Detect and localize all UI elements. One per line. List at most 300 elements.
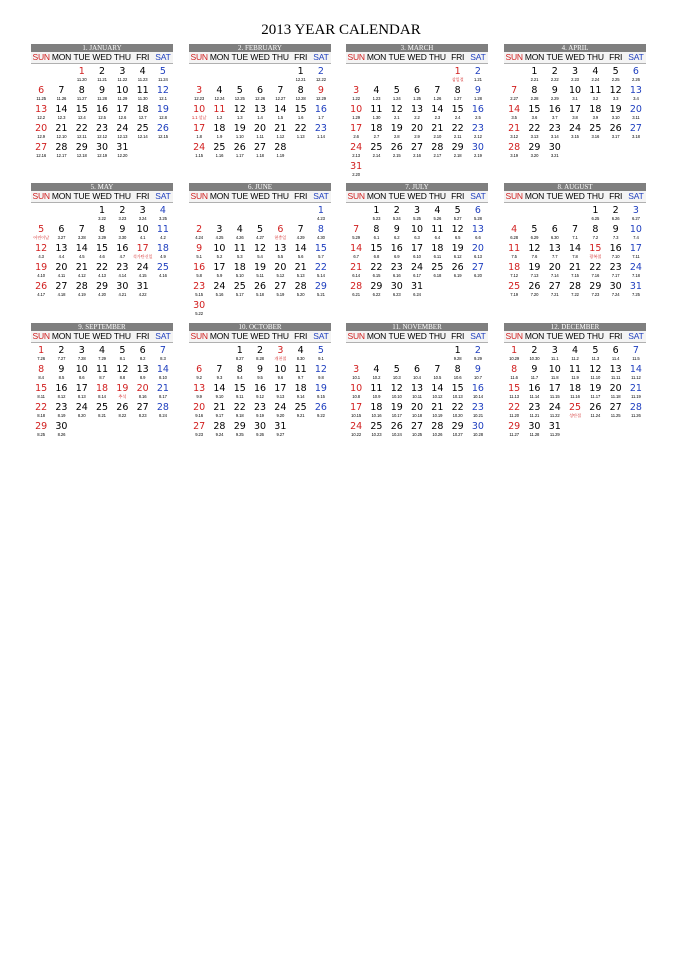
day-cell bbox=[311, 83, 331, 102]
day-number: 4 bbox=[139, 66, 146, 77]
day-number: 11 bbox=[589, 85, 602, 96]
month-block bbox=[189, 44, 331, 159]
day-number: 2 bbox=[58, 345, 65, 356]
day-cell bbox=[132, 400, 152, 419]
day-number: 8 bbox=[78, 85, 85, 96]
weekday-label: SAT bbox=[313, 52, 329, 62]
lunar-date: 2.26 bbox=[632, 77, 640, 82]
lunar-date: 3.22 bbox=[98, 216, 106, 221]
day-cell bbox=[447, 343, 467, 362]
day-number: 26 bbox=[390, 421, 403, 432]
day-cell bbox=[524, 241, 544, 260]
day-cell bbox=[565, 121, 585, 140]
day-number: 31 bbox=[274, 421, 287, 432]
month-block bbox=[504, 183, 646, 298]
lunar-date: 1.11 bbox=[256, 134, 264, 139]
weekday-label: WED bbox=[565, 52, 585, 62]
lunar-date: 8.5 bbox=[58, 375, 65, 380]
day-cell bbox=[270, 343, 290, 362]
day-cell bbox=[447, 419, 467, 438]
day-number: 3 bbox=[632, 205, 639, 216]
lunar-date: 10.12 bbox=[432, 394, 443, 399]
day-cell bbox=[346, 222, 366, 241]
weekday-label: MON bbox=[209, 52, 230, 62]
day-grid bbox=[189, 203, 331, 317]
day-cell bbox=[189, 140, 209, 159]
day-number: 5 bbox=[531, 224, 538, 235]
empty-cell bbox=[504, 64, 524, 83]
lunar-date: 4.18 bbox=[57, 292, 66, 297]
day-number: 4 bbox=[297, 345, 304, 356]
day-number: 13 bbox=[274, 243, 287, 254]
day-cell bbox=[407, 222, 427, 241]
lunar-date: 6.17 bbox=[413, 273, 421, 278]
lunar-date: 10.5 bbox=[433, 375, 442, 380]
day-cell bbox=[468, 83, 488, 102]
day-cell bbox=[407, 241, 427, 260]
day-number: 28 bbox=[294, 281, 307, 292]
day-number: 26 bbox=[451, 262, 464, 273]
day-cell bbox=[504, 102, 524, 121]
day-cell bbox=[51, 241, 71, 260]
day-cell bbox=[346, 241, 366, 260]
day-cell bbox=[92, 362, 112, 381]
day-cell bbox=[427, 102, 447, 121]
day-number: 24 bbox=[136, 262, 149, 273]
day-cell bbox=[51, 279, 71, 298]
lunar-date: 3.15 bbox=[571, 134, 579, 139]
day-cell bbox=[605, 362, 625, 381]
day-number: 14 bbox=[156, 364, 169, 375]
lunar-date: 7.14 bbox=[550, 273, 559, 278]
weekday-label: THU bbox=[113, 191, 131, 201]
day-cell bbox=[447, 381, 467, 400]
weekday-label: THU bbox=[113, 331, 131, 341]
day-cell bbox=[545, 279, 565, 298]
day-cell bbox=[250, 121, 270, 140]
day-cell bbox=[290, 83, 310, 102]
day-cell bbox=[366, 83, 386, 102]
day-number: 15 bbox=[589, 243, 602, 254]
day-cell bbox=[209, 381, 229, 400]
day-number: 4 bbox=[99, 345, 106, 356]
day-number: 20 bbox=[548, 262, 561, 273]
day-number: 8 bbox=[317, 224, 324, 235]
day-cell bbox=[209, 222, 229, 241]
day-cell bbox=[565, 64, 585, 83]
day-number: 16 bbox=[116, 243, 129, 254]
day-number: 15 bbox=[508, 383, 521, 394]
lunar-date: 8.21 bbox=[98, 413, 106, 418]
lunar-date: 6.7 bbox=[353, 254, 359, 259]
day-number: 18 bbox=[589, 104, 602, 115]
lunar-date: 12.21 bbox=[295, 77, 306, 82]
lunar-date: 2.15 bbox=[392, 153, 401, 158]
lunar-date: 추석 bbox=[118, 394, 127, 399]
lunar-date: 6.4 bbox=[434, 235, 441, 240]
day-cell bbox=[92, 241, 112, 260]
weekday-header bbox=[189, 331, 331, 343]
lunar-date: 10.25 bbox=[412, 432, 423, 437]
day-cell bbox=[153, 121, 173, 140]
day-number: 29 bbox=[75, 142, 88, 153]
day-cell bbox=[270, 279, 290, 298]
lunar-date: 1.8 bbox=[196, 134, 202, 139]
lunar-date: 12.25 bbox=[234, 96, 245, 101]
day-number: 20 bbox=[629, 104, 642, 115]
day-number: 3 bbox=[353, 85, 360, 96]
lunar-date: 4.19 bbox=[77, 292, 86, 297]
lunar-date: 11.25 bbox=[36, 96, 46, 101]
day-cell bbox=[250, 279, 270, 298]
day-number: 16 bbox=[609, 243, 622, 254]
lunar-date: 9.3 bbox=[216, 375, 223, 380]
day-number: 24 bbox=[410, 262, 424, 273]
day-cell bbox=[153, 83, 173, 102]
weekday-label: FRI bbox=[609, 331, 623, 341]
empty-cell bbox=[407, 64, 427, 83]
day-cell bbox=[92, 203, 112, 222]
day-cell bbox=[290, 400, 310, 419]
day-cell bbox=[545, 260, 565, 279]
lunar-date: 12.13 bbox=[117, 134, 128, 139]
day-cell bbox=[524, 102, 544, 121]
lunar-date: 광복절 bbox=[589, 254, 602, 259]
day-number: 1 bbox=[454, 345, 461, 356]
day-cell bbox=[51, 419, 71, 438]
day-cell bbox=[311, 203, 331, 222]
lunar-date: 3.13 bbox=[530, 134, 539, 139]
day-cell bbox=[565, 83, 585, 102]
day-number: 30 bbox=[55, 421, 68, 432]
lunar-date: 8.27 bbox=[235, 356, 244, 361]
day-number: 27 bbox=[629, 123, 642, 134]
weekday-label: MON bbox=[524, 331, 545, 341]
day-cell bbox=[585, 222, 605, 241]
day-cell bbox=[366, 260, 386, 279]
day-cell bbox=[290, 260, 310, 279]
day-cell bbox=[189, 102, 209, 121]
day-number: 9 bbox=[257, 364, 264, 375]
lunar-date: 11.17 bbox=[590, 394, 601, 399]
lunar-date: 12.5 bbox=[98, 115, 106, 120]
day-cell bbox=[626, 381, 646, 400]
lunar-date: 5.5 bbox=[277, 254, 284, 259]
lunar-date: 2.5 bbox=[475, 115, 481, 120]
day-number: 10 bbox=[136, 224, 149, 235]
day-cell bbox=[311, 64, 331, 83]
day-cell bbox=[626, 222, 646, 241]
day-cell bbox=[427, 381, 447, 400]
day-number: 9 bbox=[474, 85, 481, 96]
lunar-date: 3.23 bbox=[118, 216, 127, 221]
lunar-date: 2.8 bbox=[393, 134, 400, 139]
day-cell bbox=[366, 121, 386, 140]
lunar-date: 6.5 bbox=[454, 235, 461, 240]
day-number: 5 bbox=[119, 345, 126, 356]
lunar-date: 3.30 bbox=[118, 235, 127, 240]
lunar-date: 7.11 bbox=[632, 254, 640, 259]
day-cell bbox=[31, 102, 51, 121]
month-title: 11. NOVEMBER bbox=[346, 323, 488, 331]
day-number: 20 bbox=[410, 402, 424, 413]
lunar-date: 2.25 bbox=[611, 77, 620, 82]
lunar-date: 10.1 bbox=[352, 375, 361, 380]
lunar-date: 2.9 bbox=[414, 134, 420, 139]
lunar-date: 5.27 bbox=[453, 216, 462, 221]
lunar-date: 6.25 bbox=[591, 216, 600, 221]
lunar-date: 9.18 bbox=[235, 413, 244, 418]
day-cell bbox=[565, 222, 585, 241]
lunar-date: 1.14 bbox=[317, 134, 325, 139]
lunar-date: 5.8 bbox=[196, 273, 202, 278]
weekday-label: FRI bbox=[294, 52, 308, 62]
day-number: 27 bbox=[253, 142, 267, 153]
month-title: 4. APRIL bbox=[504, 44, 646, 52]
day-cell bbox=[545, 64, 565, 83]
day-cell bbox=[407, 381, 427, 400]
day-number: 29 bbox=[370, 281, 383, 292]
day-number: 27 bbox=[471, 262, 484, 273]
lunar-date: 9.28 bbox=[453, 356, 462, 361]
day-number: 3 bbox=[277, 345, 284, 356]
day-cell bbox=[132, 222, 152, 241]
lunar-date: 5.3 bbox=[236, 254, 243, 259]
day-cell bbox=[290, 279, 310, 298]
day-number: 19 bbox=[609, 104, 622, 115]
lunar-date: 3.11 bbox=[632, 115, 640, 120]
weekday-label: MON bbox=[366, 191, 387, 201]
day-cell bbox=[407, 83, 427, 102]
day-number: 21 bbox=[213, 402, 226, 413]
day-number: 27 bbox=[35, 142, 48, 153]
day-cell bbox=[92, 343, 112, 362]
day-number: 5 bbox=[38, 224, 45, 235]
lunar-date: 4.3 bbox=[38, 254, 44, 259]
day-cell bbox=[209, 102, 229, 121]
lunar-date: 11.18 bbox=[610, 394, 621, 399]
lunar-date: 12.1 bbox=[159, 96, 167, 101]
weekday-label: SAT bbox=[628, 331, 644, 341]
day-number: 6 bbox=[277, 224, 284, 235]
lunar-date: 4.12 bbox=[77, 273, 86, 278]
lunar-date: 12.29 bbox=[315, 96, 326, 101]
lunar-date: 12.11 bbox=[76, 134, 87, 139]
lunar-date: 12.8 bbox=[159, 115, 167, 120]
lunar-date: 5.13 bbox=[296, 273, 305, 278]
day-number: 24 bbox=[274, 402, 287, 413]
day-cell bbox=[626, 241, 646, 260]
lunar-date: 10.3 bbox=[392, 375, 401, 380]
day-number: 14 bbox=[508, 104, 521, 115]
lunar-date: 4.13 bbox=[98, 273, 106, 278]
lunar-date: 4.7 bbox=[119, 254, 126, 259]
lunar-date: 10.19 bbox=[432, 413, 443, 418]
lunar-date: 1.17 bbox=[235, 153, 244, 158]
lunar-date: 6.18 bbox=[433, 273, 442, 278]
empty-cell bbox=[524, 203, 544, 222]
day-cell bbox=[626, 260, 646, 279]
day-number: 2 bbox=[196, 224, 203, 235]
weekday-label: SUN bbox=[505, 52, 523, 62]
day-number: 1 bbox=[511, 345, 518, 356]
day-number: 1 bbox=[78, 66, 85, 77]
day-number: 10 bbox=[213, 243, 226, 254]
lunar-date: 2.17 bbox=[433, 153, 442, 158]
day-cell bbox=[366, 140, 386, 159]
lunar-date: 6.29 bbox=[530, 235, 539, 240]
day-cell bbox=[209, 241, 229, 260]
lunar-date: 4.11 bbox=[57, 273, 66, 278]
day-number: 6 bbox=[632, 66, 639, 77]
weekday-label: SAT bbox=[628, 191, 644, 201]
lunar-date: 10.4 bbox=[413, 375, 421, 380]
day-number: 8 bbox=[236, 364, 243, 375]
lunar-date: 9.11 bbox=[236, 394, 244, 399]
day-cell bbox=[72, 260, 92, 279]
lunar-date: 8.11 bbox=[37, 394, 45, 399]
lunar-date: 1.12 bbox=[276, 134, 285, 139]
day-cell bbox=[366, 279, 386, 298]
weekday-label: WED bbox=[565, 191, 585, 201]
day-cell bbox=[545, 222, 565, 241]
weekday-label: THU bbox=[113, 52, 131, 62]
weekday-label: SAT bbox=[313, 331, 329, 341]
day-number: 30 bbox=[193, 300, 206, 311]
day-number: 21 bbox=[274, 123, 287, 134]
lunar-date: 12.27 bbox=[275, 96, 286, 101]
empty-cell bbox=[189, 64, 209, 83]
day-number: 5 bbox=[317, 345, 324, 356]
lunar-date: 4.25 bbox=[215, 235, 224, 240]
day-number: 15 bbox=[35, 383, 48, 394]
lunar-date: 12.4 bbox=[77, 115, 86, 120]
weekday-label: SAT bbox=[155, 191, 171, 201]
lunar-date: 2.6 bbox=[353, 134, 359, 139]
day-cell bbox=[209, 121, 229, 140]
day-cell bbox=[153, 203, 173, 222]
empty-cell bbox=[346, 64, 366, 83]
day-cell bbox=[230, 102, 250, 121]
day-grid bbox=[346, 343, 488, 438]
day-cell bbox=[585, 83, 605, 102]
day-cell bbox=[112, 362, 132, 381]
day-number: 16 bbox=[314, 104, 327, 115]
day-number: 12 bbox=[451, 224, 464, 235]
lunar-date: 8.14 bbox=[98, 394, 106, 399]
day-cell bbox=[31, 83, 51, 102]
lunar-date: 3.3 bbox=[612, 96, 619, 101]
weekday-label: SAT bbox=[155, 331, 171, 341]
day-number: 13 bbox=[548, 243, 561, 254]
lunar-date: 6.30 bbox=[550, 235, 559, 240]
day-number: 14 bbox=[55, 104, 68, 115]
day-number: 24 bbox=[116, 123, 129, 134]
lunar-date: 9.14 bbox=[296, 394, 305, 399]
lunar-date: 8.19 bbox=[57, 413, 66, 418]
day-cell bbox=[524, 83, 544, 102]
lunar-date: 11.22 bbox=[117, 77, 128, 82]
day-cell bbox=[250, 140, 270, 159]
lunar-date: 9.25 bbox=[235, 432, 244, 437]
day-number: 7 bbox=[434, 85, 441, 96]
weekday-label: MON bbox=[51, 191, 72, 201]
lunar-date: 11.22 bbox=[549, 413, 560, 418]
day-number: 26 bbox=[35, 281, 48, 292]
lunar-date: 9.2 bbox=[196, 375, 202, 380]
lunar-date: 11.1 bbox=[551, 356, 559, 361]
day-cell bbox=[447, 362, 467, 381]
day-number: 31 bbox=[629, 281, 642, 292]
day-cell bbox=[468, 343, 488, 362]
day-number: 7 bbox=[78, 224, 85, 235]
day-cell bbox=[468, 64, 488, 83]
day-cell bbox=[153, 381, 173, 400]
day-number: 20 bbox=[35, 123, 48, 134]
day-number: 31 bbox=[350, 161, 363, 172]
day-number: 12 bbox=[528, 243, 541, 254]
day-cell bbox=[447, 400, 467, 419]
day-number: 19 bbox=[390, 402, 403, 413]
day-number: 3 bbox=[196, 85, 203, 96]
weekday-header bbox=[189, 52, 331, 64]
lunar-date: 4.20 bbox=[98, 292, 106, 297]
empty-cell bbox=[189, 203, 209, 222]
lunar-date: 4.5 bbox=[78, 254, 85, 259]
weekday-label: FRI bbox=[451, 331, 465, 341]
empty-cell bbox=[270, 64, 290, 83]
day-cell bbox=[31, 381, 51, 400]
empty-cell bbox=[427, 64, 447, 83]
day-cell bbox=[270, 362, 290, 381]
day-cell bbox=[189, 381, 209, 400]
day-number: 8 bbox=[373, 224, 380, 235]
day-number: 16 bbox=[253, 383, 267, 394]
month-title: 1. JANUARY bbox=[31, 44, 173, 52]
lunar-date: 5.2 bbox=[216, 254, 223, 259]
weekday-label: SAT bbox=[313, 191, 329, 201]
day-number: 25 bbox=[213, 142, 226, 153]
lunar-date: 7.3 bbox=[612, 235, 619, 240]
lunar-date: 현충일 bbox=[274, 235, 287, 240]
day-number: 6 bbox=[38, 85, 45, 96]
day-cell bbox=[605, 64, 625, 83]
day-number: 9 bbox=[99, 85, 106, 96]
weekday-header bbox=[346, 52, 488, 64]
day-number: 13 bbox=[471, 224, 484, 235]
day-number: 26 bbox=[233, 142, 246, 153]
day-cell bbox=[31, 400, 51, 419]
lunar-date: 10.17 bbox=[391, 413, 402, 418]
day-number: 12 bbox=[314, 364, 327, 375]
lunar-date: 9.26 bbox=[256, 432, 264, 437]
day-number: 30 bbox=[116, 281, 129, 292]
day-number: 25 bbox=[431, 262, 444, 273]
lunar-date: 3.28 bbox=[77, 235, 86, 240]
day-cell bbox=[626, 121, 646, 140]
lunar-date: 8.30 bbox=[296, 356, 305, 361]
day-number: 1 bbox=[38, 345, 45, 356]
lunar-date: 4.9 bbox=[160, 254, 166, 259]
day-number: 8 bbox=[592, 224, 599, 235]
day-cell bbox=[209, 419, 229, 438]
day-number: 2 bbox=[612, 205, 619, 216]
day-cell bbox=[626, 343, 646, 362]
day-number: 23 bbox=[95, 123, 109, 134]
weekday-label: WED bbox=[92, 52, 112, 62]
day-cell bbox=[209, 279, 229, 298]
empty-cell bbox=[209, 343, 229, 362]
